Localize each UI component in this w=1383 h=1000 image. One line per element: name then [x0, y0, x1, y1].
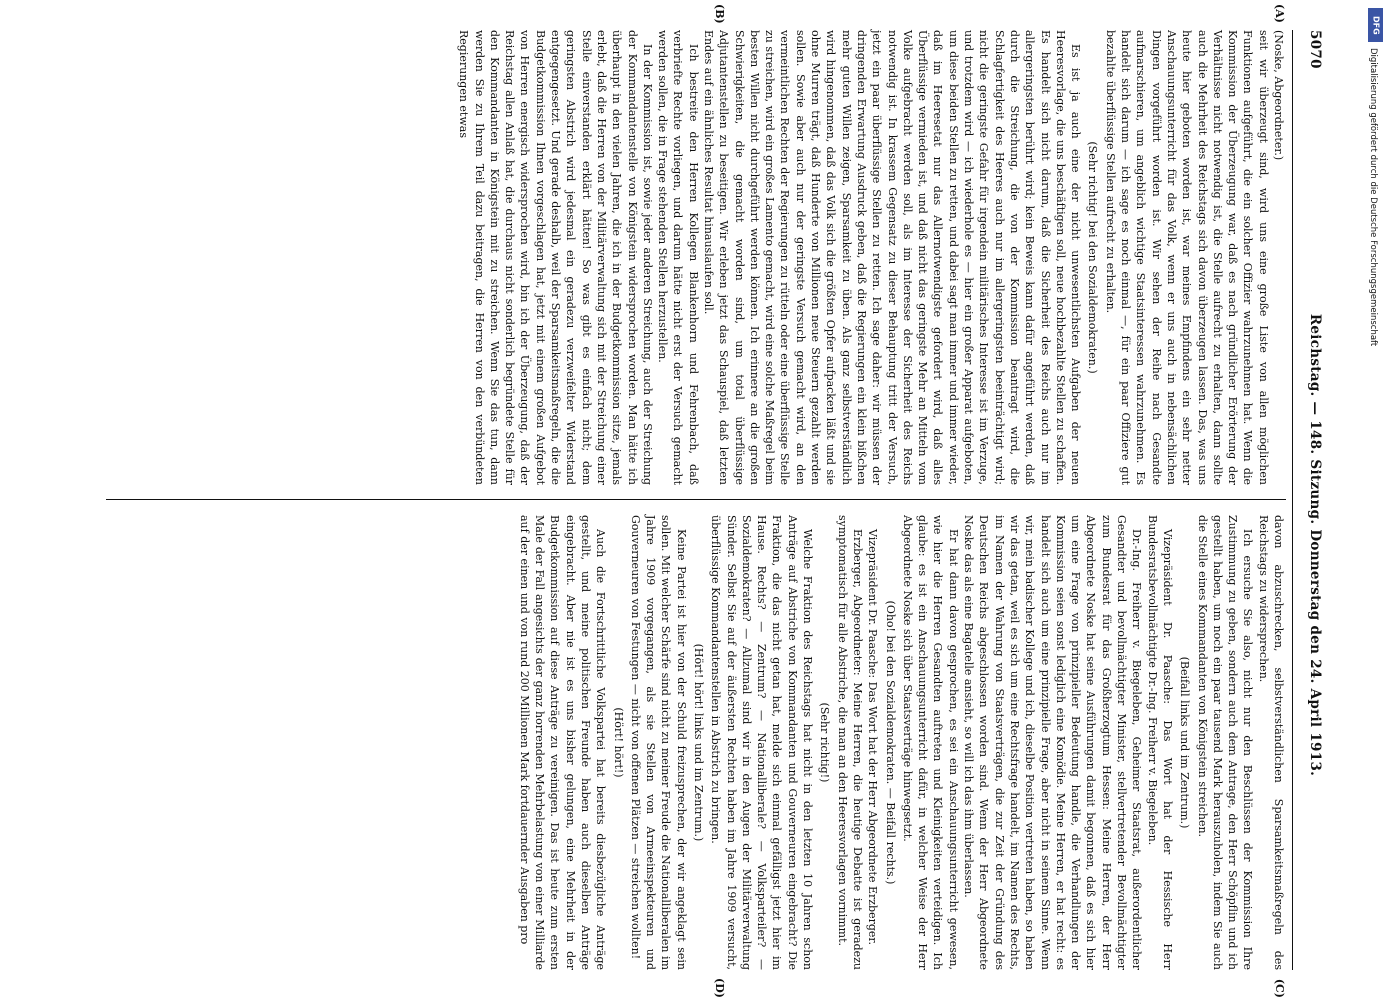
header-title: Reichstag. — 148. Sitzung. Donnerstag den 24. April 1913. — [1307, 313, 1323, 777]
margin-marker-d: (D) — [713, 978, 726, 998]
interjection: (Hört! hört!) — [611, 707, 625, 778]
margin-marker-a: (A) — [1273, 4, 1286, 23]
margin-marker-c: (C) — [1273, 978, 1286, 998]
paragraph: In der Kommission ist, sowie jeder anderen Streichung, auch der Streichung der Kommandantenstelle von Königstein widersprochen worden. Man hätte ich überhaupt in den vielen Jahren, die ich in der Budgetkommission sitze, jemals erlebt, daß die Herren von der Militärverwaltung sich mit der Streichung einer Stelle einverstanden erklärt hätten! So was gibt es einfach nicht; dem geringsten Abstrich wird jedesmal ein geradezu verzweifelter Widerstand entgegengesetzt. Und gerade deshalb, weil der Sparsamkeitsmaßregeln, die die Budgetkommission Ihnen vorgeschlagen hat, jetzt mit einem großen Aufgebot von Herren energisch widersprochen wird, bin ich der Überzeugung, daß der Reichstag allen Anlaß hat, die durchaus nicht sonderlich begründete Stelle für den Kommandanten in Königstein mit zu streichen. Wenn Sie das tun, dann werden Sie zu Ihrem Teil dazu beitragen, die Herren von den verbündeten Regierungen etwas — [457, 30, 654, 485]
paragraph: Auch die Fortschrittliche Volkspartei hat bereits diesbezügliche Anträge gestellt, und meine politischen Freunde haben auch dieselben Anträge eingebracht. Aber nie ist es uns bisher gelungen, eine Mehrheit in der Budgetkommission auf diese Anträge zu vereinigen. Das ist heute zum ersten Male der Fall angesichts der ganz horrenden Mehrbelastung von einer Milliarde auf der einen und von rund 200 Millionen Mark fortdauernder Ausgaben pro — [517, 515, 608, 970]
paragraph: davon abzuschrecken, selbstverständlichen Sparsamkeitsmaßregeln des Reichstags zu widersprechen. — [1256, 515, 1285, 970]
speaker-continuation: (Noske, Abgeordneter.) — [1272, 30, 1285, 161]
interjection: (Hört! hört! links und im Zentrum.) — [692, 643, 706, 842]
paragraph: Welche Fraktion des Reichstags hat nicht in den letzten 10 Jahren schon Anträge auf Abstriche von Kommandanten und Gouverneuren eingebracht? Die Fraktion, die das nicht getan hat, melde sich einmal gefälligst jetzt hier im Hause. Rechts? — Zentrum? — Nationalliberale? — Volksparteiler? — Sozialdemokraten? — Allzumal sind wir in den Augen der Militärverwaltung Sünder. Selbst Sie auf der äußersten Rechten haben im Jahre 1909 versucht, überflüssige Kommandantenstellen in Abstrich zu bringen. — [709, 515, 815, 970]
running-header — [1295, 30, 1323, 970]
header-rule — [1292, 30, 1293, 970]
document-page — [43, 0, 1343, 1000]
paragraph: seit wir überzeugt sind, wird uns eine große Liste von allen möglichen Funktionen aufgeführt, die ein solcher Offizier wahrzunehmen hat. Wenn die Kommission der Überzeugung war, daß es nach gründlicher Erörterung der Verhältnisse nicht notwendig ist, die Stelle aufrecht zu erhalten, dann sollte auch die Mehrheit des Reichstags sich davon überzeugen lassen. Das, was uns heute hier geboten worden ist, war meines Empfindens ein sehr netter Anschauungsunterricht für das Volk, wenn er uns auch in nebensächlichen Dingen vorgeführt worden ist. Wir sehen der Reihe nach Gesandte aufmarschieren, um angeblich wichtige Staatsinteressen wahrzunehmen. Es handelt sich darum — ich sage es noch einmal —, für ein paar Offiziere gut bezahlte überflüssige Stellen aufrecht zu erhalten. — [1103, 30, 1270, 485]
column-divider — [106, 499, 1286, 500]
paragraph: Ich bestreite den Herren Kollegen Blankenhorn und Fehrenbach, daß verbriefte Rechte vorliegen, und darum hätte nicht erst der Versuch gemacht werden sollen, die in Frage stehenden Stellen herzustellen. — [656, 30, 700, 485]
paragraph: Es ist ja auch eine der nicht unwesentlichsten Aufgaben der neuen Heeresvorlage, die uns beschäftigen soll, neue hochbezahlte Stellen zu schaffen. Es handelt sich nicht darum, daß die Sicherheit des Reichs auch nur im allergeringsten berührt wird; kein Beweis kann dafür angeführt werden, daß durch die Streichung, die von der Kommission beantragt wird, die Schlagfertigkeit des Heeres auch nur im allergeringsten beeinträchtigt wird; nicht die geringste Gefahr für irgendein militärisches Interesse ist im Verzuge, und trotzdem wird — ich wiederhole es — hier ein großer Apparat aufgeboten, um diese beiden Stellen zu retten, und dabei sagt man immer und immer wieder, daß im Heeresetat nur das Allernotwendigste gefordert wird, daß alles Überflüssige vermieden ist, und daß nicht das geringste Mehr an Mitteln vom Volke aufgebracht werden soll, als im Interesse der Sicherheit des Reichs notwendig ist. In krassem Gegensatz zu dieser Behauptung tritt der Versuch, jetzt ein paar überflüssige Stellen zu retten. Ich sage daher: wir müssen der dringenden Erwartung Ausdruck geben, daß die Regierungen ein klein bißchen mehr guten Willen zeigen, Sparsamkeit zu üben. Als ganz selbstverständlich wird hingenommen, daß das Volk sich die größten Opfer aufpacken läßt und sie ohne Murren trägt, daß Hunderte von Millionen neue Steuern gezahlt werden sollen. Sowie aber auch nur der geringste Versuch gemacht wird, an den vermeintlichen Rechten der Regierungen zu rütteln oder eine überflüssige Stelle zu streichen, wird ein großes Lamento gemacht, wird eine solche Maßregel beim besten Willen nicht durchgeführt werden können. Ich erinnere an die großen Schwierigkeiten, die gemacht worden sind, um total überflüssige Adjutantenstellen zu beseitigen. Wir erleben jetzt das Schauspiel, daß letzten Endes auf ein ähnliches Resultat hinauslaufen soll. — [702, 30, 1083, 485]
paragraph: Er hat dann davon gesprochen, es sei ein Anschauungsunterricht gewesen, wie hier die Herren Gesandten auftreten und Kleinigkeiten verteidigen. Ich glaube: es ist ein Anschauungsunterricht dafür, in welcher Weise der Herr Abgeordnete Noske sich über Staatsverträge hinwegsetzt. — [900, 515, 960, 970]
interjection: (Oho! bei den Sozialdemokraten. — Beifall rechts.) — [883, 600, 897, 885]
left-column — [106, 30, 1286, 485]
digitization-credit — [1366, 8, 1383, 998]
interjection: (Beifall links und im Zentrum.) — [1178, 656, 1192, 829]
dfg-logo: DFG — [1368, 8, 1383, 42]
paragraph: Keine Partei ist hier von der Schuld freizusprechen, der wir angeklagt sein sollen. Mit welcher Schärfe sind nicht zu meiner Freude die Nationalliberalen im Jahre 1909 vorgegangen, als sie Stellen von Armeeinspekteuren und Gouverneuren von Festungen — nicht von offenen Plätzen — streichen wollten! — [628, 515, 688, 970]
credit-text: Digitalisierung gefördert durch die Deutsche Forschungsgemeinschaft — [1368, 48, 1378, 347]
interjection: (Sehr richtig! bei den Sozialdemokraten.) — [1086, 141, 1100, 374]
margin-marker-b: (B) — [713, 4, 726, 24]
paragraph: Ich ersuche Sie also, nicht nur den Beschlüssen der Kommission Ihre Zustimmung zu geben, sondern auch dem Antrage, den Herr Schöpflin und ich gestellt haben, um noch ein paar tausend Mark herauszuholen, indem Sie auch die Stelle eines Kommandanten von Königstein streichen. — [1195, 515, 1255, 970]
right-column — [106, 515, 1286, 970]
paragraph: Erzberger, Abgeordneter: Meine Herren, die heutige Debatte ist geradezu symptomatisch für alle Abstriche, die man an den Heeresvorlagen vornimmt. — [835, 515, 864, 970]
text-columns — [106, 4, 1286, 998]
interjection: (Sehr richtig!) — [818, 702, 832, 783]
speaker-announcement: Vizepräsident Dr. Paasche: Das Wort hat der Hessische Herr Bundesratsbevollmächtigte Dr.-Ing. Freiherr v. Biegeleben. — [1145, 515, 1174, 970]
column-gutter — [106, 485, 1286, 515]
speaker-announcement: Vizepräsident Dr. Paasche: Das Wort hat der Herr Abgeordnete Erzberger. — [866, 529, 880, 945]
paragraph: Dr.-Ing. Freiherr v. Biegeleben, Geheimer Staatsrat, außerordentlicher Gesandter und bevollmächtigter Minister, stellvertretender Bevollmächtigter zum Bundesrat für das Großherzogtum Hessen: Meine Herren, der Herr Abgeordnete Noske hat seine Ausführungen damit begonnen, daß es sich hier um eine Frage von prinzipieller Bedeutung handle, die Verhandlungen der Kommission seien sonst lediglich eine Komödie. Meine Herren, er hat recht: es handelt sich auch um eine prinzipielle Frage, aber nicht in seinem Sinne. Wenn wir, mein badischer Kollege und ich, dieselbe Position vertreten haben, so haben wir das getan, weil es sich um eine Rechtsfrage handelt, im Namen des Rechts, im Namen der Wahrung von Staatsverträgen, die zur Zeit der Gründung des Deutschen Reichs abgeschlossen worden sind. Wenn der Herr Abgeordnete Noske das als eine Bagatelle ansieht, so will ich das ihm überlassen. — [962, 515, 1144, 970]
page-number: 5070 — [1307, 30, 1323, 69]
